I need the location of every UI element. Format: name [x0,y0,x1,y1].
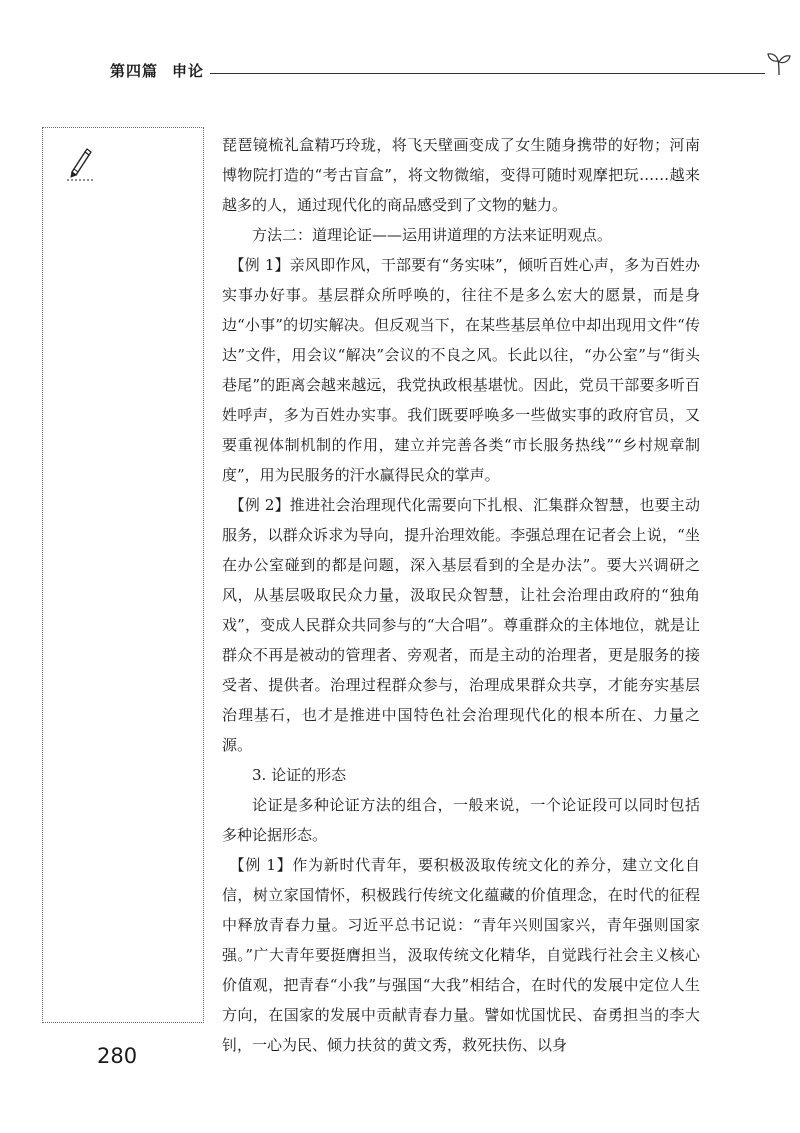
example-paragraph-2: 【例 2】推进社会治理现代化需要向下扎根、汇集群众智慧，也要主动服务，以群众诉求为导向，提升治理效能。李强总理在记者会上说，“坐在办公室碰到的都是问题，深入基层看到的全是办法”。要大兴调研之风，从基层吸取民众力量，汲取民众智慧，让社会治理由政府的“独角戏”，变成人民群众共同参与的“大合唱”。尊重群众的主体地位，就是让群众不再是被动的管理者、旁观者，而是主动的治理者，更是服务的接受者、提供者。治理过程群众参与，治理成果群众共享，才能夯实基层治理基石，也才是推进中国特色社会治理现代化的根本所在、力量之源。 [222,496,700,754]
page-number: 280 [97,1044,138,1068]
example-paragraph-3: 【例 1】作为新时代青年，要积极汲取传统文化的养分，建立文化自信，树立家国情怀，积极践行传统文化蕴藏的价值理念，在时代的征程中释放青春力量。习近平总书记说：“青年兴则国家兴，青年强则国家强。”广大青年要挺膺担当，汲取传统文化精华，自觉践行社会主义核心价值观，把青春“小我”与强国“大我”相结合，在时代的发展中定位人生方向，在国家的发展中贡献青春力量。譬如忧国忧民、奋勇担当的李大钊，一心为民、倾力扶贫的黄文秀，救死扶伤、以身 [222,856,700,1054]
chapter-label [110,60,204,81]
paragraph-continued: 琵琶镜梳礼盒精巧玲珑，将飞天壁画变成了女生随身携带的好物；河南博物院打造的“考古盲盒”，将文物微缩，变得可随时观摩把玩……越来越多的人，通过现代化的商品感受到了文物的魅力。 [222,136,700,214]
example-paragraph-1: 【例 1】亲风即作风，干部要有“务实味”，倾听百姓心声，多为百姓办实事办好事。基层群众所呼唤的，往往不是多么宏大的愿景，而是身边“小事”的切实解决。但反观当下，在某些基层单位中却出现用文件“传达”文件，用会议“解决”会议的不良之风。长此以往，“办公室”与“街头巷尾”的距离会越来越远，我党执政根基堪忧。因此，党员干部要多听百姓呼声，多为百姓办实事。我们既要呼唤多一些做实事的政府官员，又要重视体制机制的作用，建立并完善各类“市长服务热线”“乡村规章制度”，用为民服务的汗水赢得民众的掌声。 [222,256,700,484]
running-header [100,60,720,84]
subsection-heading: 3. 论证的形态 [252,766,347,784]
method-heading: 方法二：道理论证——运用讲道理的方法来证明观点。 [252,226,613,244]
sprout-icon [766,52,792,76]
section-title: 申论 [172,62,205,80]
notes-margin-box [42,127,204,1023]
article-body [222,130,700,1060]
pen-icon [66,145,94,181]
header-rule [210,73,765,74]
part-title: 第四篇 [110,62,159,80]
intro-paragraph: 论证是多种论证方法的组合，一般来说，一个论证段可以同时包括多种论据形态。 [222,796,700,844]
